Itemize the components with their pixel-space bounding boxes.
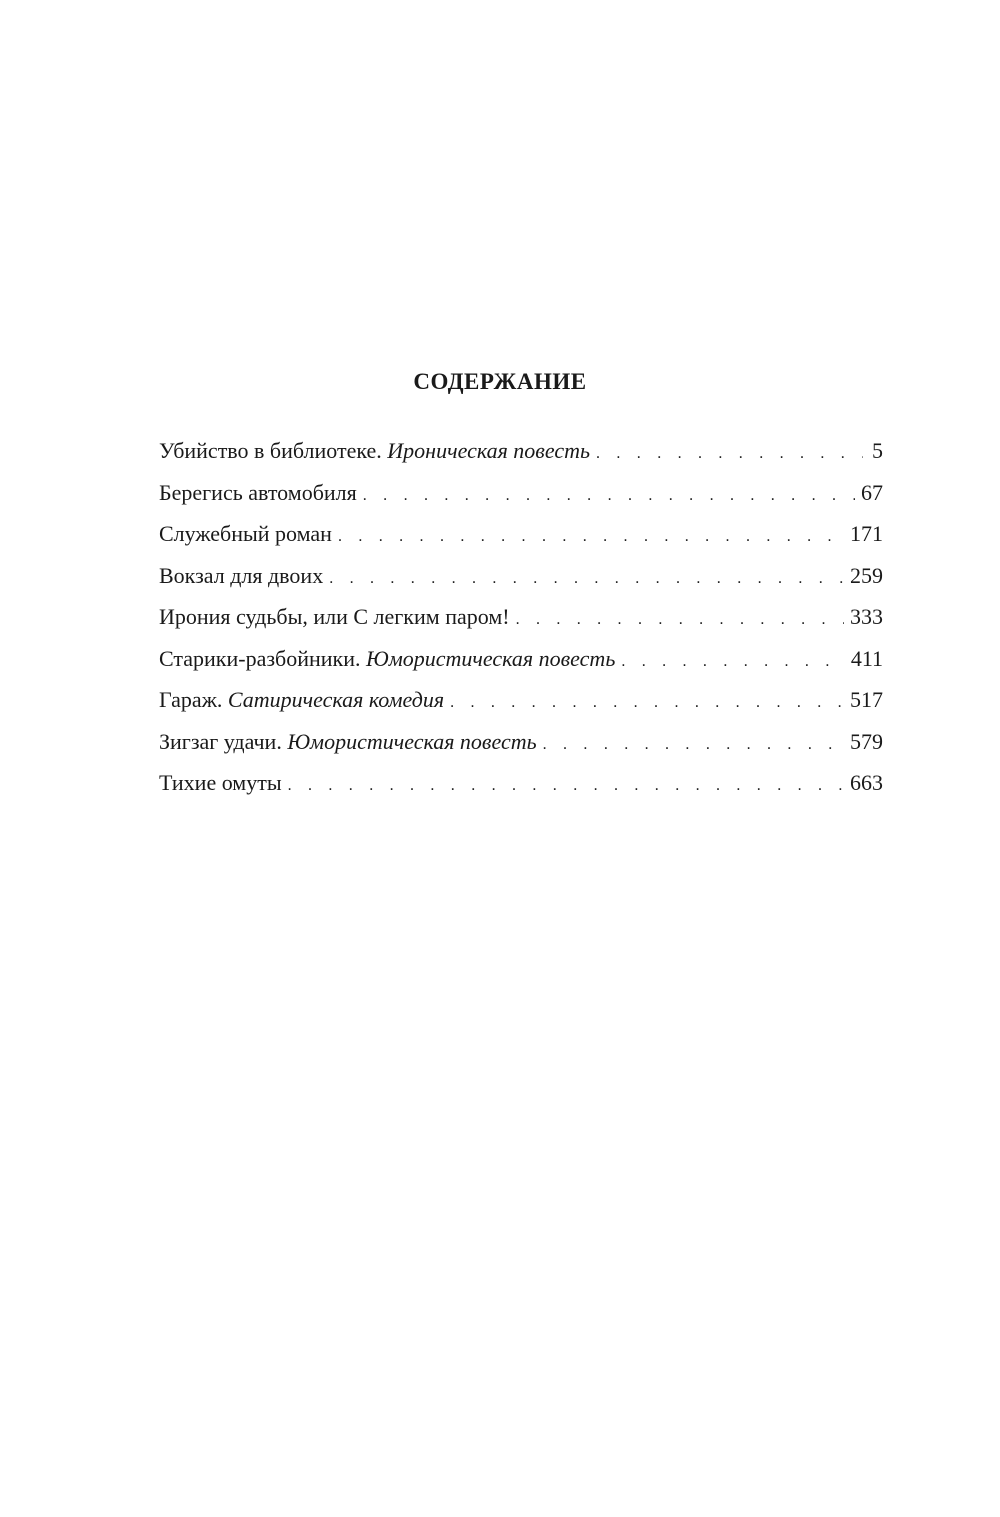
- toc-entry-page: 333: [850, 604, 883, 629]
- dot-leader: [543, 730, 844, 760]
- toc-entry-title: Старики-разбойники.: [159, 645, 361, 671]
- toc-entry-text: [159, 436, 596, 466]
- toc-entry-subtitle: Ироническая повесть: [387, 438, 590, 463]
- toc-entry-page: 517: [850, 687, 883, 712]
- toc-entry-title: Зигзаг удачи.: [159, 728, 282, 754]
- toc-entry: [159, 561, 883, 603]
- toc-entry: [159, 727, 883, 769]
- toc-heading: СОДЕРЖАНИЕ: [413, 369, 587, 395]
- toc-entry-subtitle: Юмористическая повесть: [366, 645, 616, 671]
- toc-entry-title: Служебный роман: [159, 521, 332, 546]
- toc-entry-title: Тихие омуты: [159, 770, 282, 795]
- toc-entry: [159, 478, 883, 520]
- dot-leader: [338, 522, 844, 552]
- toc-entry-title: Вокзал для двоих: [159, 562, 324, 588]
- toc-entry-text: [159, 685, 450, 715]
- toc-entry-page: 67: [861, 479, 883, 505]
- toc-entry-subtitle: Сатирическая комедия: [227, 687, 445, 712]
- toc-entry-page: 171: [850, 521, 883, 546]
- dot-leader: [621, 647, 844, 677]
- toc-list: [159, 436, 883, 810]
- toc-entry-page: 259: [850, 562, 883, 588]
- toc-entry-text: [159, 644, 621, 674]
- toc-entry-page: 579: [850, 728, 883, 754]
- toc-entry-page: 663: [850, 770, 883, 795]
- dot-leader: [329, 564, 844, 594]
- dot-leader: [288, 771, 844, 801]
- toc-entry-title: Ирония судьбы, или С легким паром!: [159, 604, 510, 629]
- toc-entry-title: Гараж.: [159, 687, 223, 712]
- toc-entry-text: [159, 727, 543, 757]
- toc-entry: [159, 685, 883, 727]
- toc-entry-text: [159, 561, 329, 591]
- dot-leader: [363, 481, 855, 511]
- toc-entry: [159, 436, 883, 478]
- toc-entry: [159, 768, 883, 810]
- dot-leader: [596, 439, 863, 469]
- toc-entry-title: Берегись автомобиля: [159, 479, 357, 505]
- toc-entry: [159, 644, 883, 686]
- toc-entry-text: [159, 602, 516, 632]
- toc-entry-text: [159, 519, 338, 549]
- toc-entry-text: [159, 768, 288, 798]
- toc-entry-page: 411: [850, 645, 883, 671]
- toc-entry-title: Убийство в библиотеке.: [159, 438, 382, 463]
- toc-entry-subtitle: Юмористическая повесть: [287, 728, 537, 754]
- toc-entry-text: [159, 478, 363, 508]
- dot-leader: [450, 688, 844, 718]
- toc-entry: [159, 519, 883, 561]
- toc-entry: [159, 602, 883, 644]
- dot-leader: [516, 605, 844, 635]
- toc-entry-page: 5: [872, 438, 883, 463]
